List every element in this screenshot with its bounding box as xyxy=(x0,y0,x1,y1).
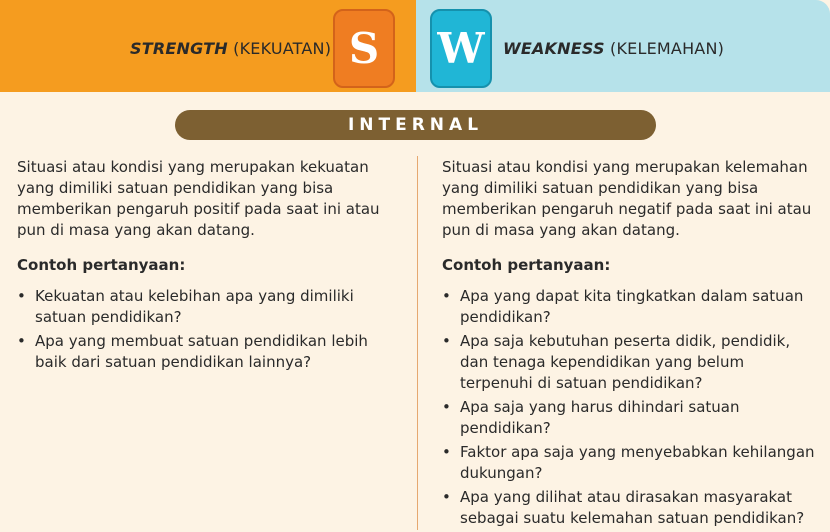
bullet-icon: • xyxy=(442,398,451,416)
strength-questions-list xyxy=(17,286,397,373)
list-item xyxy=(17,331,397,373)
list-item-text: Apa yang dapat kita tingkatkan dalam satuan pendidikan? xyxy=(460,287,804,326)
list-item-text: Faktor apa saja yang menyebabkan kehilangan dukungan? xyxy=(460,443,815,482)
section-title-internal: INTERNAL xyxy=(175,110,656,140)
weakness-column xyxy=(442,157,820,532)
weakness-label xyxy=(503,39,724,58)
weakness-translation: (KELEMAHAN) xyxy=(604,39,725,58)
bullet-icon: • xyxy=(442,287,451,305)
strength-title: STRENGTH xyxy=(130,39,228,58)
weakness-description: Situasi atau kondisi yang merupakan kelemahan yang dimiliki satuan pendidikan yang bisa memberikan pengaruh negatif pada saat ini atau pun di masa yang akan datang. xyxy=(442,158,812,239)
list-item xyxy=(442,487,820,529)
column-divider xyxy=(417,156,418,530)
bullet-icon: • xyxy=(442,443,451,461)
list-item-text: Apa yang membuat satuan pendidikan lebih baik dari satuan pendidikan lainnya? xyxy=(35,332,368,371)
bullet-icon: • xyxy=(17,332,26,350)
weakness-badge: W xyxy=(430,9,492,88)
list-item xyxy=(442,442,820,484)
list-item-text: Apa saja kebutuhan peserta didik, pendidik, dan tenaga kependidikan yang belum terpenuhi di satuan pendidikan? xyxy=(460,332,791,392)
list-item-text: Kekuatan atau kelebihan apa yang dimiliki satuan pendidikan? xyxy=(35,287,354,326)
strength-badge: S xyxy=(333,9,395,88)
weakness-questions-list xyxy=(442,286,820,529)
bullet-icon: • xyxy=(442,488,451,506)
strength-translation: (KEKUATAN) xyxy=(227,39,332,58)
list-item-text: Apa saja yang harus dihindari satuan pendidikan? xyxy=(460,398,740,437)
list-item xyxy=(442,286,820,328)
bullet-icon: • xyxy=(442,332,451,350)
strength-column xyxy=(17,157,397,376)
bullet-icon: • xyxy=(17,287,26,305)
header-banner xyxy=(0,0,830,92)
list-item xyxy=(442,331,820,394)
list-item xyxy=(442,397,820,439)
list-item xyxy=(17,286,397,328)
strength-description: Situasi atau kondisi yang merupakan kekuatan yang dimiliki satuan pendidikan yang bisa memberikan pengaruh positif pada saat ini atau pun di masa yang akan datang. xyxy=(17,158,380,239)
strength-label xyxy=(130,39,331,58)
weakness-questions-heading: Contoh pertanyaan: xyxy=(442,256,611,274)
list-item-text: Apa yang dilihat atau dirasakan masyarakat sebagai suatu kelemahan satuan pendidikan? xyxy=(460,488,805,527)
strength-questions-heading: Contoh pertanyaan: xyxy=(17,256,186,274)
weakness-title: WEAKNESS xyxy=(503,39,605,58)
